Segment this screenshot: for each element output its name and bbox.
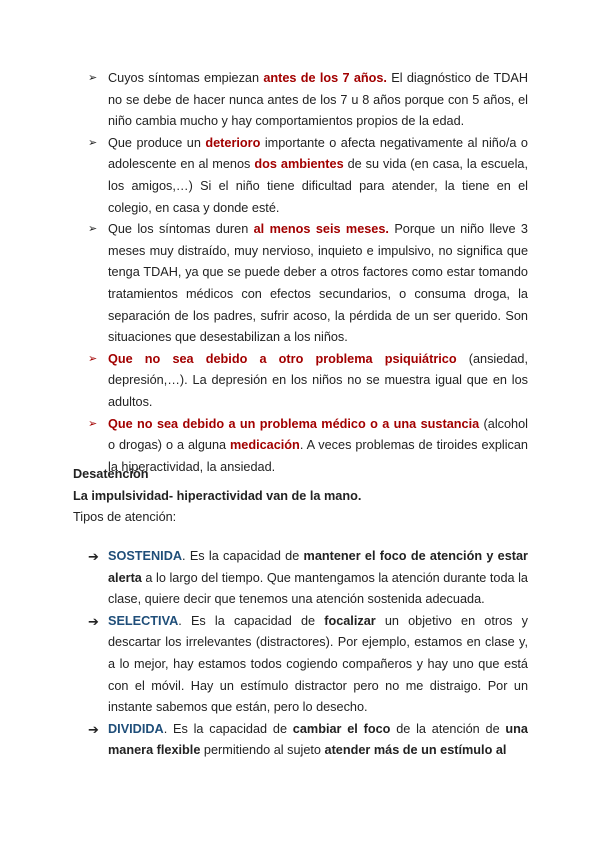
type-name: SELECTIVA [108,613,179,628]
item-text: Que los síntomas duren [108,222,254,237]
list-item [88,546,528,611]
item-text: importante o afecta negativamente al niño/a o adolescente en al menos [108,135,528,172]
item-text: a lo largo del tiempo. Que mantengamos la atención durante toda la clase, quiere decir que tenemos una atención sostenida adecuada. [108,570,528,607]
arrow-marker: ➔ [88,721,99,737]
bullet-marker: ➢ [88,352,98,365]
list-item [88,611,528,719]
item-text: . Es la capacidad de [182,549,304,563]
section-intro: Tipos de atención: [73,510,177,525]
list-item [88,68,528,133]
item-text: un objetivo en otros y descartar los irrelevantes (distractores). Por ejemplo, estamos en clase y, a lo mejor, hay estamos todos cogiendo compañeros y hay uno que está con el móvil. Hay un estímulo distractor pero no me distraigo. Por un instante sabemos que están, pero lo desecho. [108,613,528,715]
criteria-list [88,68,528,478]
bullet-marker: ➢ [88,417,98,430]
item-highlight: medicación [230,438,300,453]
item-text: El diagnóstico de TDAH no se debe de hacer nunca antes de los 7 u 8 años porque con 5 años, el niño cambia mucho y hay comportamientos propios de la edad. [108,71,529,129]
item-text: permitiendo al sujeto [200,743,325,758]
item-text: . A veces problemas de tiroides explican la hiperactividad, la ansiedad. [108,438,528,474]
item-bold: atender más de un estímulo al [324,743,507,758]
list-item [88,219,528,349]
section-subheading: La impulsividad- hiperactividad van de la mano. [73,488,362,503]
desatencion-section [73,464,543,529]
bullet-marker: ➢ [88,72,98,84]
arrow-marker: ➔ [88,549,99,564]
item-text: (alcohol o drogas) o a alguna [108,416,528,453]
item-text: de su vida (en casa, la escuela, los amigos,…) Si el niño tiene dificultad para atender, la tiene en el colegio, en casa y donde esté. [108,157,528,215]
item-highlight: deterioro [205,135,261,150]
item-text: (ansiedad, depresión,…). La depresión en los niños no se muestra igual que en los adultos. [108,351,528,409]
item-text: de la atención de [390,721,506,736]
list-item [88,719,528,762]
item-bold: una manera flexible [108,721,528,758]
item-bold: cambiar el foco [292,721,391,736]
bullet-marker: ➢ [88,136,98,149]
list-item [88,133,528,219]
item-highlight: Que no sea debido a un problema médico o a una sustancia [108,416,480,431]
bullet-marker: ➢ [88,223,98,236]
item-bold: focalizar [324,613,376,628]
item-text: Que produce un [108,135,206,150]
attention-types-list [88,546,528,762]
item-highlight: Que no sea debido a otro problema psiquiátrico [108,351,457,366]
item-text: . Es la capacidad de [163,721,293,736]
type-name: DIVIDIDA [108,721,164,736]
item-highlight: al menos seis meses. [253,222,389,237]
type-name: SOSTENIDA [108,549,183,563]
item-bold: mantener el foco de atención y estar alerta [108,549,528,585]
item-text: Cuyos síntomas empiezan [108,71,264,85]
item-text: Porque un niño lleve 3 meses muy distraído, muy nervioso, inquieto e impulsivo, no significa que tenga TDAH, ya que se puede deber a otros factores como estar tomando tratamientos médicos con efectos secundarios, o consuma droga, la separación de los padres, sufrir acoso, la pérdida de un ser querido. Son situaciones que desestabilizan a los niños. [108,222,528,345]
section-heading: Desatención [73,467,149,481]
item-text: . Es la capacidad de [178,613,325,628]
item-highlight: antes de los 7 años. [263,71,387,85]
item-highlight: dos ambientes [254,157,344,172]
arrow-marker: ➔ [88,613,99,629]
list-item [88,349,528,414]
